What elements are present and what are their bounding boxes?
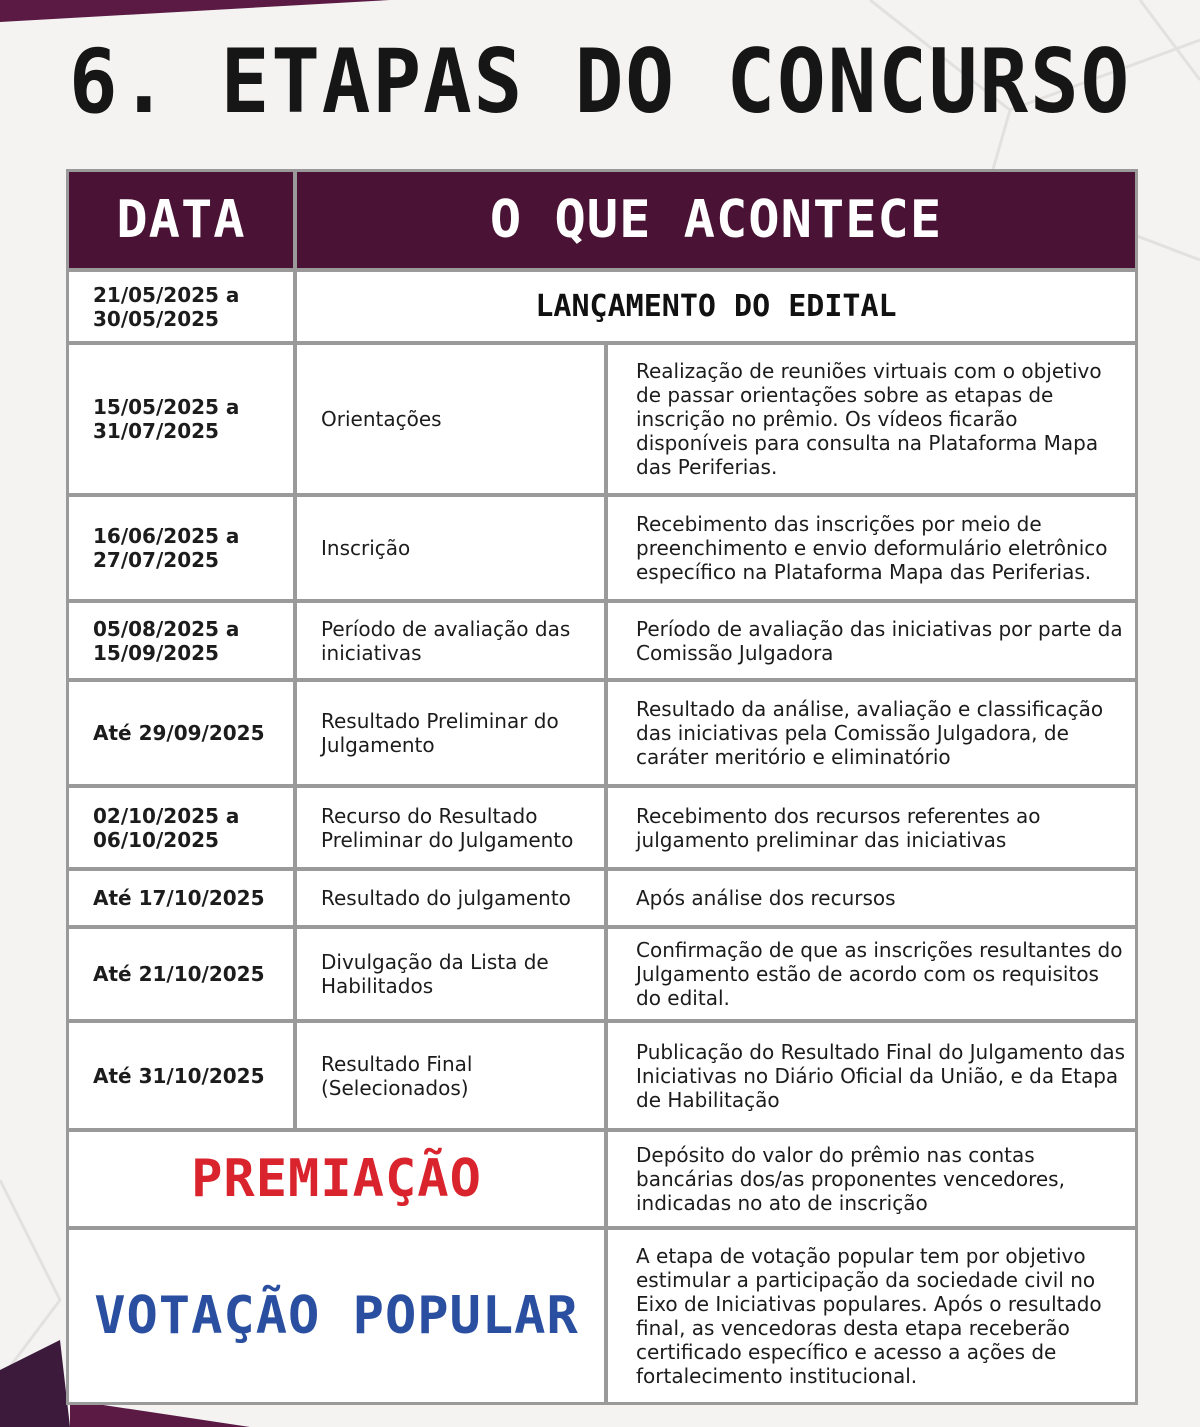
table-row-stage: [297, 682, 604, 784]
date-text: Até 31/10/2025: [93, 1063, 265, 1088]
table-row-stage: [297, 871, 604, 925]
table-row-date: [69, 929, 293, 1019]
stage-text: Divulgação da Lista de Habilitados: [321, 950, 549, 998]
date-text: Até 21/10/2025: [93, 962, 265, 986]
table-row-description: [608, 871, 1135, 925]
premiacao-description: [608, 1132, 1135, 1226]
table-row-description: [608, 1023, 1135, 1128]
table-row-description: [608, 682, 1135, 784]
table-row-description: [608, 788, 1135, 867]
table-row-date: [69, 603, 293, 678]
stage-text: Orientações: [321, 407, 442, 431]
table-row-date: [69, 345, 293, 493]
date-text: 05/08/2025 a 15/09/2025: [93, 616, 240, 665]
table-row-stage: [297, 1023, 604, 1128]
description-text: A etapa de votação popular tem por objetivo estimular a participação da sociedade civil no Eixo de Iniciativas populares. Após o resultado final, as vencedoras desta etapa receberão certificado específico e acesso a ações de fortalecimento institucional.: [636, 1244, 1102, 1388]
table-row-description: [608, 603, 1135, 678]
table-row-stage: [297, 929, 604, 1019]
description-text: Período de avaliação das iniciativas por parte da Comissão Julgadora: [636, 616, 1123, 665]
table-row-description: [608, 497, 1135, 599]
header-date: DATA: [69, 172, 293, 268]
table-row-description: [608, 345, 1135, 493]
table-row-date: [69, 1023, 293, 1128]
launch-title: LANÇAMENTO DO EDITAL: [297, 272, 1135, 341]
date-text: 16/06/2025 a 27/07/2025: [93, 524, 240, 572]
description-text: Resultado da análise, avaliação e classificação das iniciativas pela Comissão Julgadora, de caráter meritório e eliminatório: [636, 697, 1104, 769]
table-row-stage: [297, 345, 604, 493]
table-row-date: [69, 788, 293, 867]
launch-date-text: 21/05/2025 a 30/05/2025: [93, 282, 240, 331]
page-title: 6. ETAPAS DO CONCURSO: [68, 30, 1132, 133]
launch-date: [69, 272, 293, 341]
description-text: Confirmação de que as inscrições resultantes do Julgamento estão de acordo com os requisitos do edital.: [636, 938, 1123, 1010]
table-row-date: [69, 497, 293, 599]
table-row-date: [69, 871, 293, 925]
schedule-table: [66, 169, 1138, 1405]
table-row-description: [608, 929, 1135, 1019]
stage-text: Inscrição: [321, 536, 411, 560]
description-text: Publicação do Resultado Final do Julgamento das Iniciativas no Diário Oficial da União, e da Etapa de Habilitação: [636, 1039, 1126, 1112]
stage-text: Resultado do julgamento: [321, 886, 571, 910]
table-row-date: [69, 682, 293, 784]
date-text: 15/05/2025 a 31/07/2025: [93, 395, 240, 443]
stage-text: Resultado Final (Selecionados): [321, 1051, 473, 1100]
votacao-description: [608, 1230, 1135, 1402]
description-text: Recebimento das inscrições por meio de preenchimento e envio deformulário eletrônico específico na Plataforma Mapa das Periferias.: [636, 512, 1108, 584]
table-row-stage: [297, 788, 604, 867]
top-corner-stripe: [0, 0, 400, 30]
premiacao-title: PREMIAÇÃO: [69, 1132, 604, 1226]
date-text: Até 17/10/2025: [93, 886, 265, 910]
header-what: O QUE ACONTECE: [297, 172, 1135, 268]
table-row-stage: [297, 497, 604, 599]
description-text: Após análise dos recursos: [636, 886, 896, 910]
date-text: 02/10/2025 a 06/10/2025: [93, 803, 240, 852]
date-text: Até 29/09/2025: [93, 721, 265, 745]
stage-text: Período de avaliação das iniciativas: [321, 616, 571, 665]
stage-text: Resultado Preliminar do Julgamento: [321, 709, 559, 757]
description-text: Recebimento dos recursos referentes ao julgamento preliminar das iniciativas: [636, 803, 1041, 852]
votacao-title: VOTAÇÃO POPULAR: [69, 1230, 604, 1402]
table-row-stage: [297, 603, 604, 678]
description-text: Realização de reuniões virtuais com o objetivo de passar orientações sobre as etapas de inscrição no prêmio. Os vídeos ficarão disponíveis para consulta na Plataforma Mapa das Periferias.: [636, 359, 1102, 479]
stage-text: Recurso do Resultado Preliminar do Julgamento: [321, 803, 574, 852]
description-text: Depósito do valor do prêmio nas contas bancárias dos/as proponentes vencedores, indicadas no ato de inscrição: [636, 1143, 1065, 1215]
